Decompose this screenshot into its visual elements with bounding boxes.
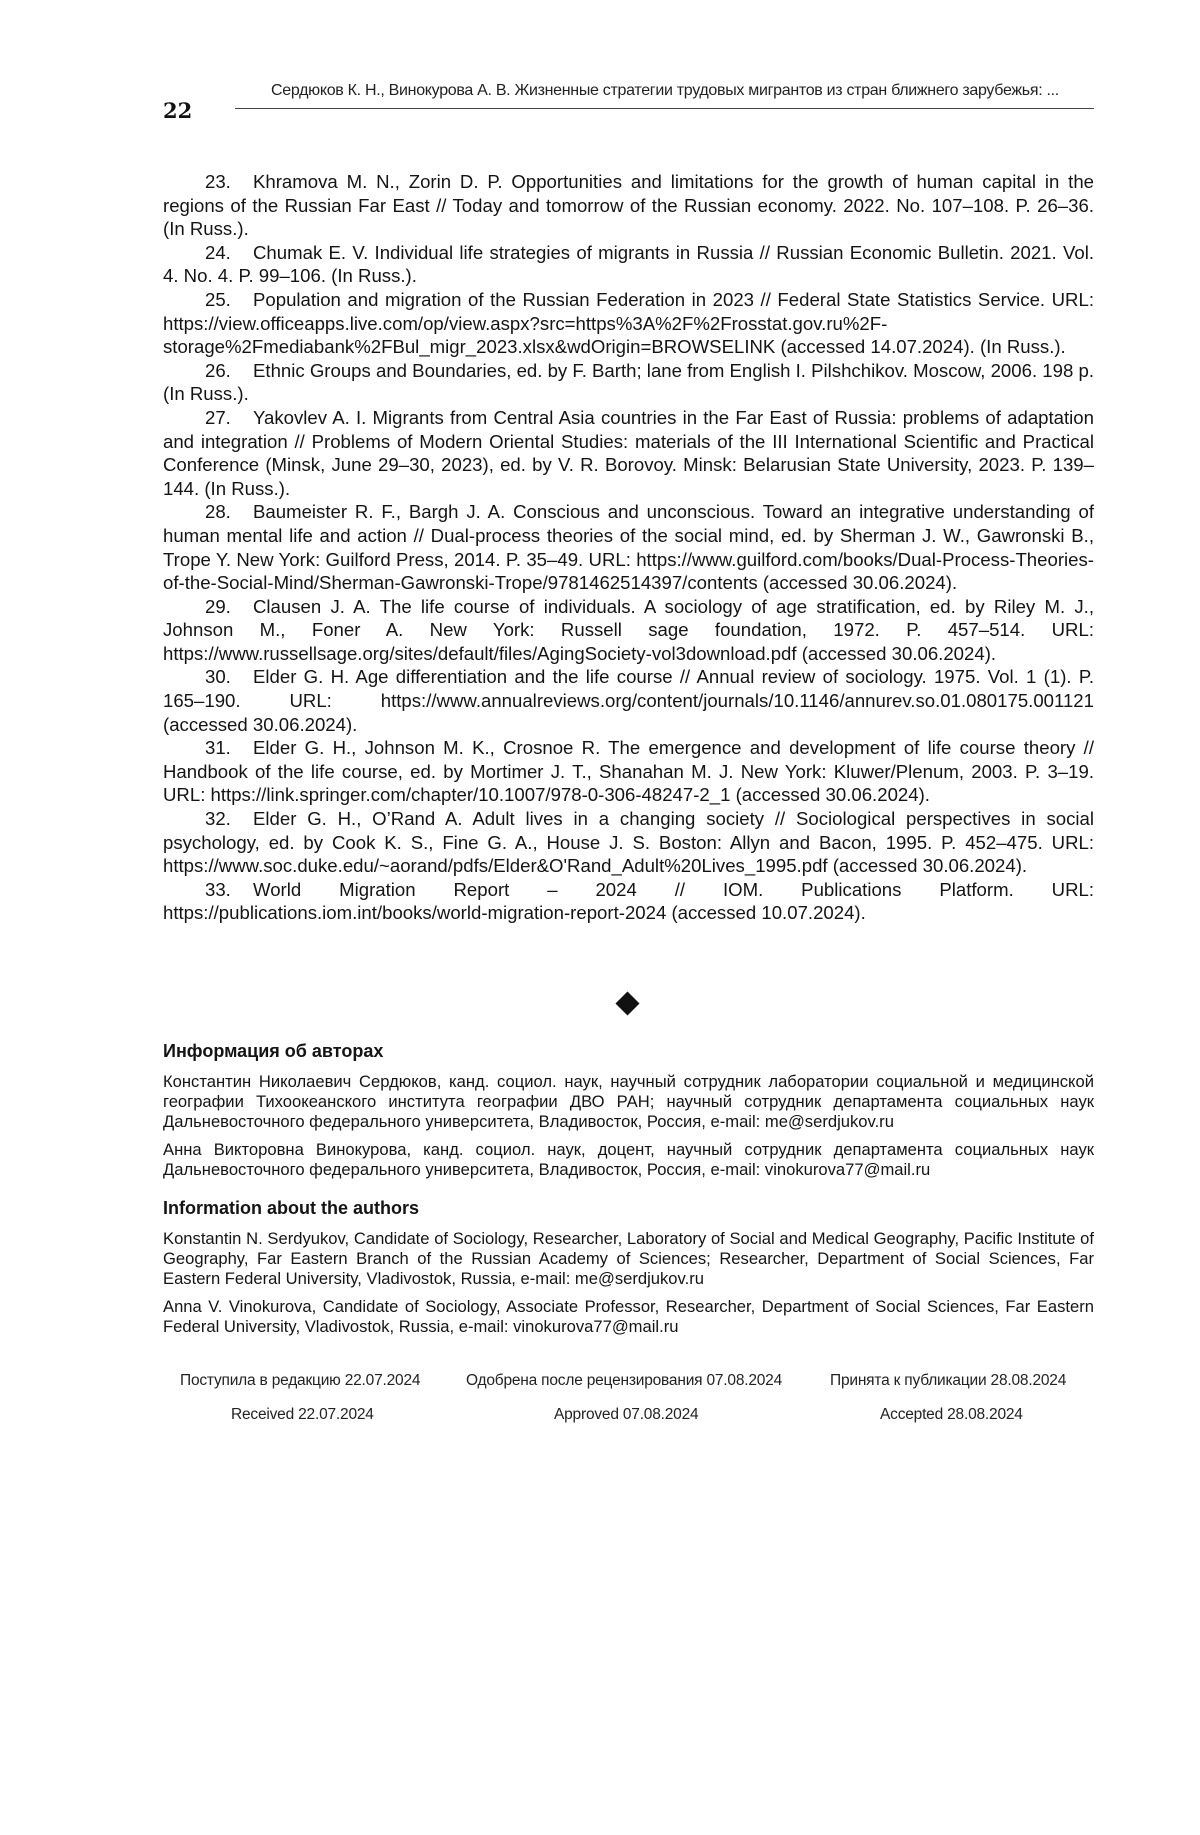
reference-number: 24.	[205, 241, 231, 263]
reference-item	[163, 288, 1094, 359]
reference-number: 25.	[205, 288, 231, 310]
reference-item	[163, 406, 1094, 500]
author-info-serdyukov-en: Konstantin N. Serdyukov, Candidate of Sociology, Researcher, Laboratory of Social and Medical Geography, Pacific Institute of Geography, Far Eastern Branch of the Russian Academy of Sciences; Researcher, Department of Social Sciences, Far Eastern Federal University, Vladivostok, Russia, e-mail: me@serdjukov.ru	[163, 1229, 1094, 1288]
reference-text: Ethnic Groups and Boundaries, ed. by F. Barth; lane from English I. Pilshchikov. Moscow, 2006. 198 p. (In Russ.).	[163, 359, 1094, 405]
reference-number: 32.	[205, 808, 231, 830]
page-number: 22	[163, 98, 193, 123]
reference-number: 27.	[205, 406, 231, 428]
approved-date-en: Approved 07.08.2024	[554, 1406, 699, 1423]
reference-number: 31.	[205, 737, 231, 759]
accepted-date-ru: Принята к публикации 28.08.2024	[830, 1372, 1067, 1389]
reference-number: 26.	[205, 359, 231, 381]
reference-number: 23.	[205, 171, 231, 192]
reference-number: 30.	[205, 666, 231, 688]
reference-text: World Migration Report – 2024 // IOM. Publications Platform. URL: https://publications.iom.int/books/world-migration-report-2024 (accessed 10.07.2024).	[163, 878, 1094, 924]
reference-item	[163, 807, 1094, 878]
reference-number: 29.	[205, 595, 231, 617]
running-head-title: Сердюков К. Н., Винокурова А. В. Жизненные стратегии трудовых мигрантов из стран ближнего зарубежья: ...	[271, 82, 1059, 99]
reference-item	[163, 736, 1094, 807]
reference-text: Yakovlev A. I. Migrants from Central Asia countries in the Far East of Russia: problems of adaptation and integration // Problems of Modern Oriental Studies: materials of the III International Scientific and Practical Conference (Minsk, June 29–30, 2023), ed. by V. R. Borovoy. Minsk: Belarusian State University, 2023. P. 139–144. (In Russ.).	[163, 406, 1094, 499]
authors-info-en	[163, 1197, 1094, 1345]
reference-text: Baumeister R. F., Bargh J. A. Conscious and unconscious. Toward an integrative understanding of human mental life and action // Dual-process theories of the social mind, ed. by Sherman J. W., Gawronski B., Trope Y. New York: Guilford Press, 2014. P. 35–49. URL: https://www.guilford.com/books/Dual-Process-Theories-of-the-Social-Mind/Sherman-Gawronski-Trope/9781462514397/contents (accessed 30.06.2024).	[163, 501, 1094, 594]
author-info-vinokurova-ru: Анна Викторовна Винокурова, канд. социол. наук, доцент, научный сотрудник департамента социальных наук Дальневосточного федерального университета, Владивосток, Россия, e-mail: vinokurova77@mail.ru	[163, 1140, 1094, 1179]
reference-number: 28.	[205, 501, 231, 523]
received-date-en: Received 22.07.2024	[231, 1406, 374, 1423]
reference-text: Elder G. H., O’Rand A. Adult lives in a changing society // Sociological perspectives in social psychology, ed. by Cook K. S., Fine G. A., House J. S. Boston: Allyn and Bacon, 1995. P. 452–475. URL: https://www.soc.duke.edu/~aorand/pdfs/Elder&O'Rand_Adult%20Lives_1995.pdf (accessed 30.06.2024).	[163, 808, 1094, 877]
authors-info-ru	[163, 1040, 1094, 1188]
author-info-vinokurova-en: Anna V. Vinokurova, Candidate of Sociology, Associate Professor, Researcher, Department of Social Sciences, Far Eastern Federal University, Vladivostok, Russia, e-mail: vinokurova77@mail.ru	[163, 1297, 1094, 1336]
reference-number: 33.	[205, 878, 231, 900]
authors-heading-en: Information about the authors	[163, 1198, 419, 1218]
header-rule	[235, 108, 1094, 109]
running-head	[163, 76, 1094, 123]
reference-text: Chumak E. V. Individual life strategies of migrants in Russia // Russian Economic Bulletin. 2021. Vol. 4. No. 4. P. 99–106. (In Russ.).	[163, 241, 1094, 287]
reference-list	[163, 170, 1094, 925]
reference-item	[163, 359, 1094, 406]
approved-date-ru: Одобрена после рецензирования 07.08.2024	[466, 1372, 783, 1389]
received-date-ru: Поступила в редакцию 22.07.2024	[180, 1372, 421, 1389]
reference-text: Elder G. H. Age differentiation and the life course // Annual review of sociology. 1975. Vol. 1 (1). P. 165–190. URL: https://www.annualreviews.org/content/journals/10.1146/annurev.so.01.080175.001121 (accessed 30.06.2024).	[163, 666, 1094, 735]
diamond-divider-icon	[615, 991, 639, 1015]
authors-heading-ru: Информация об авторах	[163, 1041, 384, 1061]
reference-text: Clausen J. A. The life course of individuals. A sociology of age stratification, ed. by Riley M. J., Johnson M., Foner A. New York: Russell sage foundation, 1972. P. 457–514. URL: https://www.russellsage.org/sites/default/files/AgingSociety-vol3download.pdf (accessed 30.06.2024).	[163, 595, 1094, 664]
accepted-date-en: Accepted 28.08.2024	[880, 1406, 1023, 1423]
reference-text: Population and migration of the Russian Federation in 2023 // Federal State Statistics Service. URL: https://view.officeapps.live.com/op/view.aspx?src=https%3A%2F%2Frosstat.gov.ru%2F-storage%2Fmediabank%2FBul_migr_2023.xlsx&wdOrigin=BROWSELINK (accessed 14.07.2024). (In Russ.).	[163, 288, 1094, 358]
reference-item	[163, 878, 1094, 925]
reference-item	[163, 500, 1094, 594]
reference-text: Elder G. H., Johnson M. K., Crosnoe R. The emergence and development of life course theory // Handbook of the life course, ed. by Mortimer J. T., Shanahan M. J. New York: Kluwer/Plenum, 2003. P. 3–19. URL: https://link.springer.com/chapter/10.1007/978-0-306-48247-2_1 (accessed 30.06.2024).	[163, 737, 1094, 806]
reference-item	[163, 665, 1094, 736]
reference-item	[163, 595, 1094, 666]
reference-item	[163, 170, 1094, 241]
author-info-serdyukov-ru: Константин Николаевич Сердюков, канд. социол. наук, научный сотрудник лаборатории социальной и медицинской географии Тихоокеанского института географии ДВО РАН; научный сотрудник департамента социальных наук Дальневосточного федерального университета, Владивосток, Россия, e-mail: me@serdjukov.ru	[163, 1072, 1094, 1131]
reference-text: Khramova M. N., Zorin D. P. Opportunities and limitations for the growth of human capital in the regions of the Russian Far East // Today and tomorrow of the Russian economy. 2022. No. 107–108. P. 26–36. (In Russ.).	[163, 171, 1094, 240]
reference-item	[163, 241, 1094, 288]
